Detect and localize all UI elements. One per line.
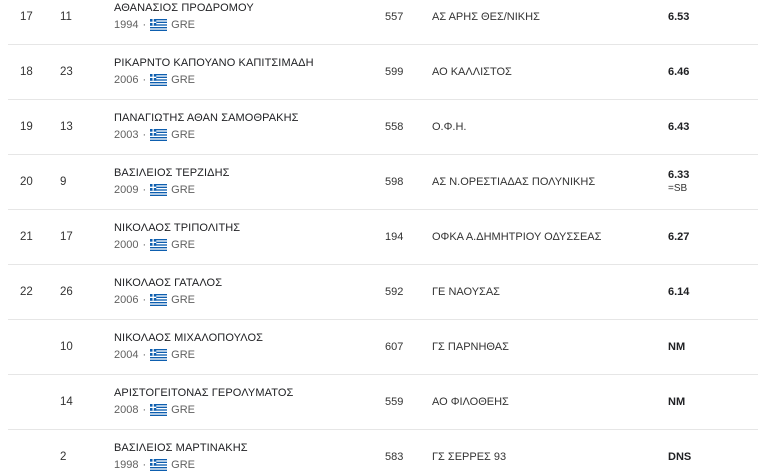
year-separator: · [142, 349, 147, 361]
athlete-meta [114, 293, 195, 307]
table-row [8, 265, 758, 320]
bib-number: 592 [385, 286, 404, 298]
bib-number: 558 [385, 121, 404, 133]
year-separator: · [142, 294, 147, 306]
bib-number: 598 [385, 176, 404, 188]
greece-flag-icon [150, 74, 167, 86]
birth-year: 2006 [114, 74, 139, 86]
year-separator: · [142, 184, 147, 196]
result-mark: 6.33 [668, 169, 690, 181]
greece-flag-icon [150, 184, 167, 196]
result-mark: NM [668, 396, 686, 408]
greece-flag-icon [150, 294, 167, 306]
birth-year: 1998 [114, 459, 139, 471]
bib-number: 607 [385, 341, 404, 353]
year-separator: · [142, 19, 147, 31]
club-name: ΓΣ ΠΑΡΝΗΘΑΣ [432, 341, 509, 353]
club-name: ΟΦΚΑ Α.ΔΗΜΗΤΡΙΟΥ ΟΔΥΣΣΕΑΣ [432, 231, 602, 243]
rank-cell: 19 [20, 121, 33, 133]
athlete-meta [114, 238, 195, 252]
birth-year: 2000 [114, 239, 139, 251]
order-cell: 2 [60, 451, 67, 463]
country-code: GRE [171, 129, 195, 141]
athlete-meta [114, 73, 195, 87]
club-name: ΑΣ ΑΡΗΣ ΘΕΣ/ΝΙΚΗΣ [432, 11, 540, 23]
country-code: GRE [171, 19, 195, 31]
athlete-name-link[interactable]: ΡΙΚΑΡΝΤΟ ΚΑΠΟΥΑΝΟ ΚΑΠΙΤΣΙΜΑΔΗ [114, 57, 314, 69]
greece-flag-icon [150, 19, 167, 31]
greece-flag-icon [150, 239, 167, 251]
order-cell: 26 [60, 286, 73, 298]
country-code: GRE [171, 184, 195, 196]
bib-number: 583 [385, 451, 404, 463]
country-code: GRE [171, 349, 195, 361]
bib-number: 194 [385, 231, 404, 243]
year-separator: · [142, 129, 147, 141]
result-mark: 6.53 [668, 11, 690, 23]
athlete-meta [114, 458, 195, 472]
country-code: GRE [171, 459, 195, 471]
birth-year: 2009 [114, 184, 139, 196]
table-row [8, 320, 758, 375]
greece-flag-icon [150, 459, 167, 471]
rank-cell: 20 [20, 176, 33, 188]
birth-year: 2006 [114, 294, 139, 306]
athlete-name-link[interactable]: ΠΑΝΑΓΙΩΤΗΣ ΑΘΑΝ ΣΑΜΟΘΡΑΚΗΣ [114, 112, 299, 124]
greece-flag-icon [150, 129, 167, 141]
result-mark: DNS [668, 451, 692, 463]
table-row [8, 45, 758, 100]
greece-flag-icon [150, 404, 167, 416]
country-code: GRE [171, 404, 195, 416]
birth-year: 2004 [114, 349, 139, 361]
order-cell: 13 [60, 121, 73, 133]
rank-cell: 22 [20, 286, 33, 298]
order-cell: 14 [60, 396, 73, 408]
athlete-meta [114, 348, 195, 362]
result-mark: 6.43 [668, 121, 690, 133]
year-separator: · [142, 404, 147, 416]
athlete-name-link[interactable]: ΑΡΙΣΤΟΓΕΙΤΟΝΑΣ ΓΕΡΟΛΥΜΑΤΟΣ [114, 387, 294, 399]
table-row [8, 210, 758, 265]
order-cell: 11 [60, 11, 72, 23]
club-name: ΓΣ ΣΕΡΡΕΣ 93 [432, 451, 507, 463]
country-code: GRE [171, 239, 195, 251]
order-cell: 17 [60, 231, 73, 243]
club-name: ΑΟ ΦΙΛΟΘΕΗΣ [432, 396, 509, 408]
club-name: ΑΣ Ν.ΟΡΕΣΤΙΑΔΑΣ ΠΟΛΥΝΙΚΗΣ [432, 176, 596, 188]
birth-year: 2003 [114, 129, 139, 141]
table-row [8, 430, 758, 475]
table-row [8, 155, 758, 210]
order-cell: 23 [60, 66, 73, 78]
club-name: ΑΟ ΚΑΛΛΙΣΤΟΣ [432, 66, 512, 78]
birth-year: 2008 [114, 404, 139, 416]
result-mark: 6.27 [668, 231, 690, 243]
athlete-name-link[interactable]: ΒΑΣΙΛΕΙΟΣ ΜΑΡΤΙΝΑΚΗΣ [114, 442, 248, 454]
athlete-name-link[interactable]: ΝΙΚΟΛΑΟΣ ΓΑΤΑΛΟΣ [114, 277, 223, 289]
result-note: =SB [668, 183, 688, 194]
result-mark: NM [668, 341, 686, 353]
rank-cell: 18 [20, 66, 33, 78]
greece-flag-icon [150, 349, 167, 361]
order-cell: 10 [60, 341, 73, 353]
club-name: Ο.Φ.Η. [432, 121, 467, 133]
result-mark: 6.14 [668, 286, 690, 298]
country-code: GRE [171, 294, 195, 306]
year-separator: · [142, 459, 147, 471]
year-separator: · [142, 239, 147, 251]
athlete-name-link[interactable]: ΒΑΣΙΛΕΙΟΣ ΤΕΡΖΙΔΗΣ [114, 167, 230, 179]
athlete-name-link[interactable]: ΝΙΚΟΛΑΟΣ ΤΡΙΠΟΛΙΤΗΣ [114, 222, 241, 234]
rank-cell: 21 [20, 231, 33, 243]
order-cell: 9 [60, 176, 67, 188]
bib-number: 557 [385, 11, 404, 23]
athlete-meta [114, 128, 195, 142]
athlete-name-link[interactable]: ΑΘΑΝΑΣΙΟΣ ΠΡΟΔΡΟΜΟΥ [114, 2, 254, 14]
table-row [8, 375, 758, 430]
club-name: ΓΕ ΝΑΟΥΣΑΣ [432, 286, 500, 298]
birth-year: 1994 [114, 19, 139, 31]
table-row [8, 100, 758, 155]
athlete-meta [114, 18, 195, 32]
bib-number: 559 [385, 396, 404, 408]
result-mark: 6.46 [668, 66, 690, 78]
athlete-name-link[interactable]: ΝΙΚΟΛΑΟΣ ΜΙΧΑΛΟΠΟΥΛΟΣ [114, 332, 264, 344]
bib-number: 599 [385, 66, 404, 78]
table-row [8, 0, 758, 45]
year-separator: · [142, 74, 147, 86]
athlete-meta [114, 403, 195, 417]
rank-cell: 17 [20, 11, 33, 23]
country-code: GRE [171, 74, 195, 86]
athlete-meta [114, 183, 195, 197]
